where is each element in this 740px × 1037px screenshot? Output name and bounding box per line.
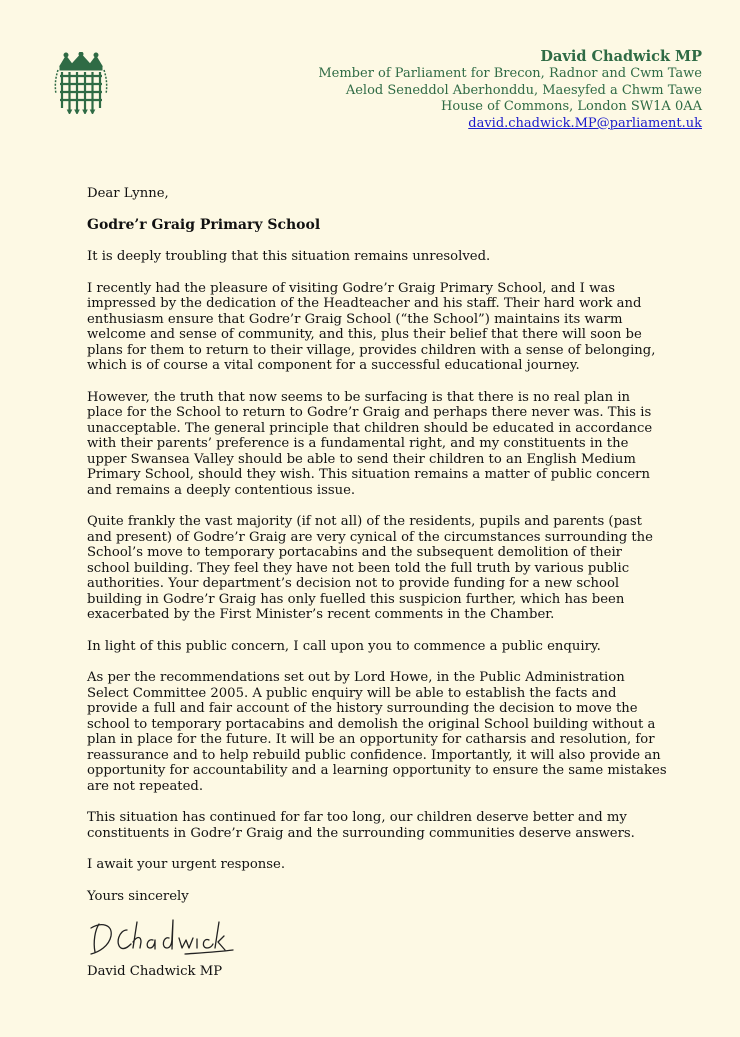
letterhead: [318, 47, 702, 132]
paragraph: However, the truth that now seems to be surfacing is that there is no real plan in place for the School to return to Godre’r Graig and perhaps there never was. This is unacceptable. The general principle that children should be educated in accordance with their parents’ preference is a fundamental right, and my constituents in the upper Swansea Valley should be able to send their children to an English Medium Primary School, should they wish. This situation remains a matter of public concern and remains a deeply contentious issue.: [87, 389, 653, 498]
welsh-constituency-line: Aelod Seneddol Aberhonddu, Maesyfed a Chwm Tawe: [345, 82, 702, 98]
paragraph: I await your urgent response.: [87, 857, 286, 872]
paragraph: In light of this public concern, I call upon you to commence a public enquiry.: [87, 638, 601, 654]
salutation: Dear Lynne,: [87, 186, 169, 201]
signatory-name: David Chadwick MP: [87, 964, 223, 979]
constituency-line: Member of Parliament for Brecon, Radnor and Cwm Tawe: [318, 66, 702, 81]
paragraph: As per the recommendations set out by Lord Howe, in the Public Administration Select Committee 2005. A public enquiry will be able to establish the facts and provide a full and fair account of the history surrounding the decision to move the school to temporary portacabins and demolish the original School building without a plan in place for the future. It will be an opportunity for catharsis and resolution, for reassurance and to help rebuild public confidence. Importantly, it will also provide an opportunity for accountability and a learning opportunity to ensure the same mistakes are not repeated.: [87, 670, 667, 794]
paragraph: This situation has continued for far too long, our children deserve better and my constituents in Godre’r Graig and the surrounding communities deserve answers.: [87, 810, 635, 841]
paragraph: It is deeply troubling that this situation remains unresolved.: [87, 249, 491, 264]
handwritten-signature: [87, 914, 237, 958]
mp-name: David Chadwick MP: [540, 48, 702, 65]
address-line: House of Commons, London SW1A 0AA: [441, 99, 702, 114]
paragraph: I recently had the pleasure of visiting Godre’r Graig Primary School, and I was impressed by the dedication of the Headteacher and his staff. Their hard work and enthusiasm ensure that Godre’r Graig School (“the School”) maintains its warm welcome and sense of community, and this, plus their belief that there will soon be plans for them to return to their village, provides children with a sense of belonging, which is of course a vital component for a successful educational journey.: [87, 280, 656, 373]
portcullis-icon: [52, 52, 110, 114]
letter-subject: Godre’r Graig Primary School: [87, 216, 321, 233]
closing: Yours sincerely: [87, 888, 189, 904]
letter-body: [87, 186, 667, 996]
paragraph: Quite frankly the vast majority (if not all) of the residents, pupils and parents (past and present) of Godre’r Graig are very cynical of the circumstances surrounding the School’s move to temporary portacabins and the subsequent demolition of their school building. They feel they have not been told the full truth by various public authorities. Your department’s decision not to provide funding for a new school building in Godre’r Graig has only fuelled this suspicion further, which has been exacerbated by the First Minister’s recent comments in the Chamber.: [87, 514, 653, 622]
email-link[interactable]: david.chadwick.MP@parliament.uk: [468, 115, 702, 131]
